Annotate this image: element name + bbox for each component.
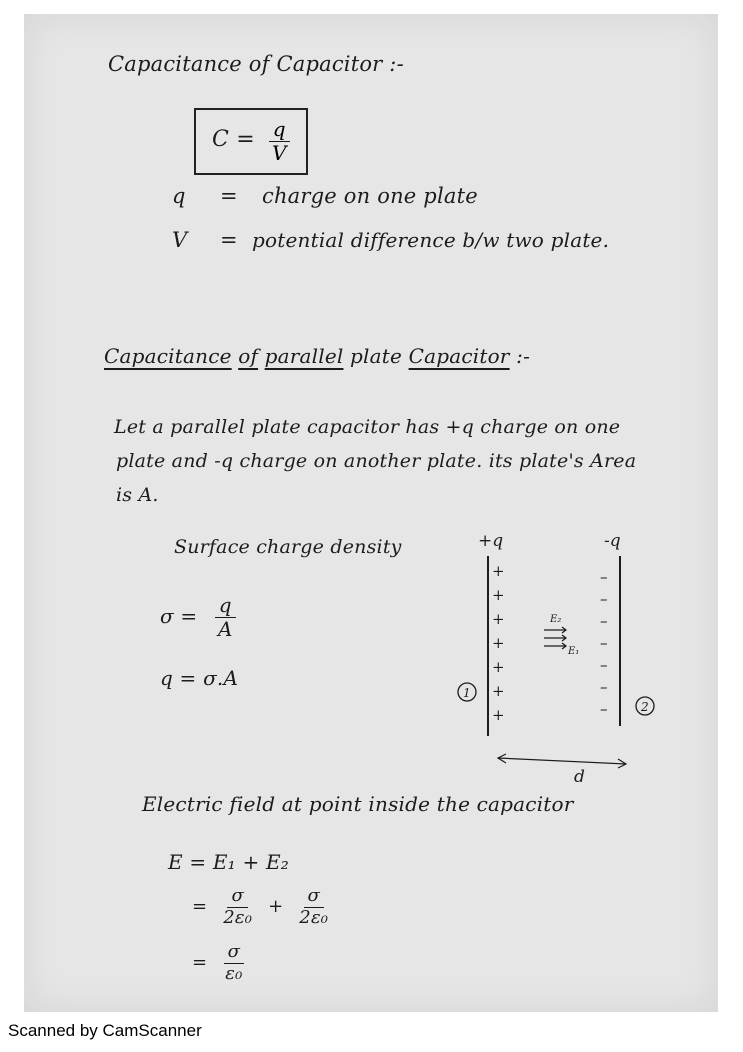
plus-charges — [492, 562, 505, 724]
sigma-lhs: σ = — [160, 604, 198, 628]
e-line-3-eq: = — [192, 952, 208, 974]
heading2-part1: Capacitance — [104, 344, 232, 368]
e-line-2-plus: + — [268, 896, 284, 918]
e-line-2-num-1: σ — [227, 886, 248, 908]
e2-label: E₂ — [550, 614, 562, 625]
plus-sign: + — [492, 682, 505, 700]
def-v-eq: = — [220, 228, 238, 252]
sigma-numerator: q — [215, 594, 236, 618]
def-v-symbol: V — [172, 228, 188, 252]
formula-lhs: C = — [212, 127, 255, 152]
paragraph-line-2: plate and -q charge on another plate. its plate's Area — [116, 450, 637, 472]
minus-sign: – — [600, 656, 608, 674]
distance-line — [498, 758, 626, 764]
def-q-eq: = — [220, 184, 238, 208]
plus-sign: + — [492, 586, 505, 604]
def-q-symbol: q — [172, 184, 186, 208]
plus-sign: + — [492, 610, 505, 628]
e-line-2 — [192, 886, 332, 928]
e-line-2-den-2: 2ε₀ — [299, 906, 329, 928]
formula-denominator: V — [271, 141, 287, 165]
sigma-fraction — [214, 594, 237, 641]
electric-field-label: Electric field at point inside the capacitor — [142, 792, 574, 816]
notebook-page — [24, 14, 718, 1012]
e-line-3 — [192, 942, 247, 984]
scanner-footer: Scanned by CamScanner — [8, 1021, 202, 1040]
minus-sign: – — [600, 590, 608, 608]
minus-sign: – — [600, 700, 608, 718]
capacitor-diagram — [454, 526, 684, 786]
minus-q-label: -q — [604, 531, 621, 551]
def-q-text: charge on one plate — [262, 184, 478, 208]
formula-numerator: q — [269, 118, 290, 142]
minus-sign: – — [600, 568, 608, 586]
e-line-2-num-2: σ — [304, 886, 325, 908]
heading-capacitance: Capacitance of Capacitor :- — [108, 52, 404, 76]
plus-sign: + — [492, 634, 505, 652]
capacitance-formula-box — [194, 108, 308, 175]
minus-sign: – — [600, 612, 608, 630]
e-line-2-frac-2 — [295, 886, 332, 928]
heading2-part5: Capacitor — [408, 344, 510, 368]
plus-sign: + — [492, 562, 505, 580]
heading2-suffix: :- — [516, 344, 531, 368]
e-line-1: E = E₁ + E₂ — [168, 850, 289, 874]
paragraph-line-3: is A. — [116, 484, 159, 506]
e-line-2-eq: = — [192, 896, 208, 918]
heading2-part3: parallel — [264, 344, 344, 368]
heading2-part4: plate — [350, 344, 403, 368]
def-v-text: potential difference b/w two plate. — [252, 228, 610, 252]
plus-q-label: +q — [478, 531, 504, 551]
point-1-label: 1 — [463, 686, 471, 700]
formula-fraction — [268, 118, 290, 165]
point-2-label: 2 — [641, 700, 649, 714]
surface-charge-label: Surface charge density — [174, 536, 402, 558]
distance-label: d — [574, 767, 585, 786]
e-line-3-num: σ — [224, 942, 245, 964]
sigma-equation — [160, 594, 237, 641]
e-line-3-den: ε₀ — [225, 962, 243, 984]
e1-label: E₁ — [568, 646, 580, 657]
q-equation: q = σ.A — [160, 666, 239, 690]
e-line-2-frac-1 — [219, 886, 256, 928]
sigma-denominator: A — [217, 617, 233, 641]
minus-charges — [600, 568, 608, 718]
paragraph-line-1: Let a parallel plate capacitor has +q charge on one — [114, 416, 621, 438]
minus-sign: – — [600, 634, 608, 652]
heading-parallel-plate — [104, 344, 530, 368]
e-line-3-frac — [221, 942, 246, 984]
heading2-part2: of — [238, 344, 259, 368]
minus-sign: – — [600, 678, 608, 696]
plus-sign: + — [492, 706, 505, 724]
plus-sign: + — [492, 658, 505, 676]
e-line-2-den-1: 2ε₀ — [223, 906, 253, 928]
